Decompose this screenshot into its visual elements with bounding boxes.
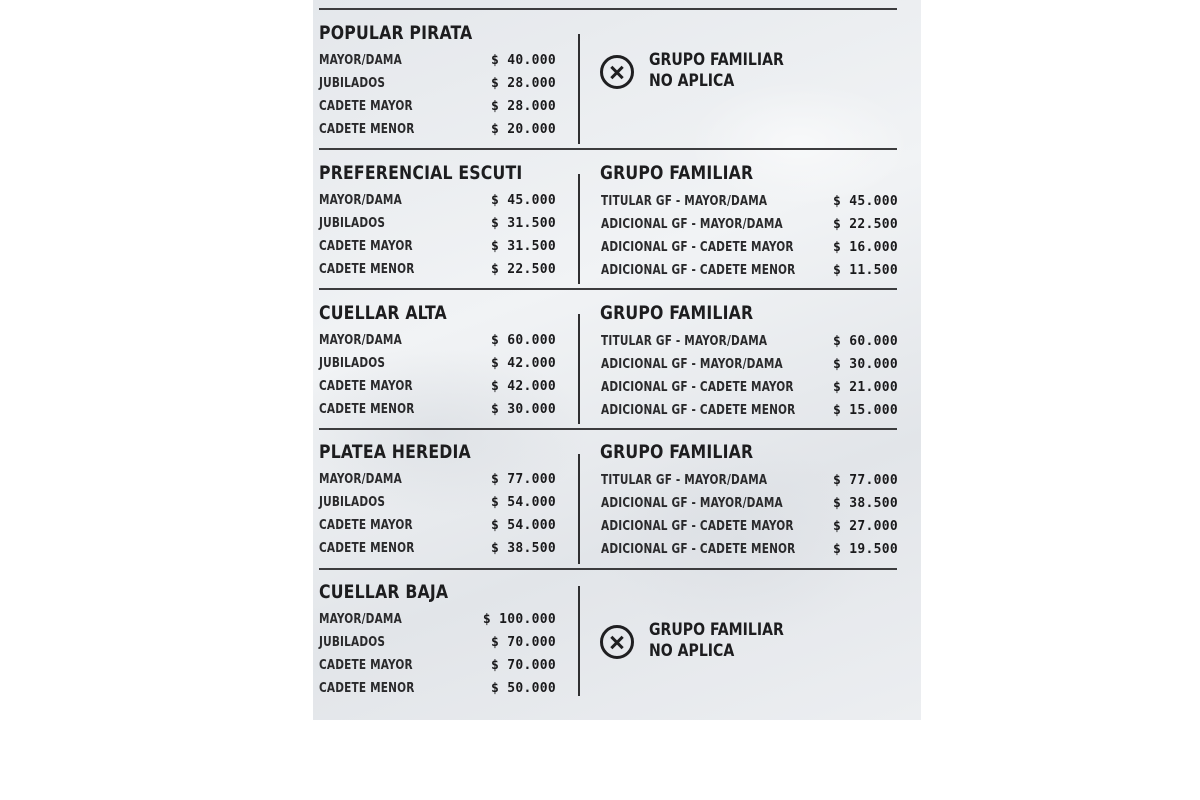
group-row-label: TITULAR GF - MAYOR/DAMA [601,473,768,488]
row-price: $ 22.500 [490,262,556,277]
row-label: CADETE MAYOR [319,239,413,254]
column-divider [578,454,580,564]
group-row [601,403,898,423]
row-label: JUBILADOS [319,76,386,91]
column-divider [578,174,580,284]
price-list-poster [313,0,921,720]
price-row [319,122,556,142]
row-label: MAYOR/DAMA [319,333,402,348]
close-circle-icon [600,625,634,659]
close-circle-icon [600,55,634,89]
section-popular-pirata [313,10,921,150]
row-label: MAYOR/DAMA [319,193,402,208]
row-label: CADETE MENOR [319,541,415,556]
column-divider [578,586,580,696]
group-row [601,334,898,354]
row-label: JUBILADOS [319,635,386,650]
group-not-applicable [600,50,820,100]
price-row [319,402,556,422]
group-row-label: ADICIONAL GF - MAYOR/DAMA [601,357,783,372]
price-row [319,239,556,259]
row-label: JUBILADOS [319,216,386,231]
row-price: $ 30.000 [490,402,556,417]
section-title: CUELLAR ALTA [319,302,447,324]
row-price: $ 70.000 [490,635,556,650]
section-cuellar-alta [313,290,921,430]
column-divider [578,34,580,144]
group-row-label: ADICIONAL GF - MAYOR/DAMA [601,217,783,232]
price-row [319,495,556,515]
group-row-price: $ 11.500 [832,263,898,278]
row-price: $ 45.000 [490,193,556,208]
group-row-label: ADICIONAL GF - CADETE MENOR [601,542,796,557]
row-price: $ 100.000 [482,612,556,627]
group-title: GRUPO FAMILIAR [600,441,754,463]
group-row-price: $ 45.000 [832,194,898,209]
price-row [319,53,556,73]
price-row [319,193,556,213]
price-row [319,76,556,96]
group-row-label: ADICIONAL GF - CADETE MAYOR [601,380,794,395]
price-row [319,379,556,399]
section-preferencial-escuti [313,150,921,290]
group-row-label: ADICIONAL GF - CADETE MENOR [601,263,796,278]
price-row [319,356,556,376]
group-row-price: $ 27.000 [832,519,898,534]
row-label: CADETE MENOR [319,681,415,696]
group-na-line1: GRUPO FAMILIAR [649,50,784,70]
row-price: $ 31.500 [490,216,556,231]
group-row [601,519,898,539]
price-row [319,541,556,561]
group-na-line1: GRUPO FAMILIAR [649,620,784,640]
row-label: CADETE MAYOR [319,99,413,114]
row-price: $ 38.500 [490,541,556,556]
group-row [601,357,898,377]
group-row-label: ADICIONAL GF - MAYOR/DAMA [601,496,783,511]
group-row-price: $ 16.000 [832,240,898,255]
row-label: MAYOR/DAMA [319,612,402,627]
group-row [601,380,898,400]
group-row-price: $ 19.500 [832,542,898,557]
price-row [319,99,556,119]
section-platea-heredia [313,430,921,570]
column-divider [578,314,580,424]
row-label: MAYOR/DAMA [319,53,402,68]
group-title: GRUPO FAMILIAR [600,162,754,184]
group-row-price: $ 77.000 [832,473,898,488]
group-na-line2: NO APLICA [649,71,735,91]
group-row-label: ADICIONAL GF - CADETE MENOR [601,403,796,418]
row-label: CADETE MENOR [319,402,415,417]
group-na-text [649,620,784,662]
group-row-label: TITULAR GF - MAYOR/DAMA [601,334,768,349]
row-price: $ 40.000 [490,53,556,68]
group-row [601,473,898,493]
group-row-label: TITULAR GF - MAYOR/DAMA [601,194,768,209]
row-price: $ 20.000 [490,122,556,137]
section-title: CUELLAR BAJA [319,581,449,603]
row-price: $ 50.000 [490,681,556,696]
row-label: CADETE MENOR [319,122,415,137]
section-title: PLATEA HEREDIA [319,441,471,463]
section-title: PREFERENCIAL ESCUTI [319,162,523,184]
group-row-price: $ 22.500 [832,217,898,232]
group-row [601,194,898,214]
row-price: $ 77.000 [490,472,556,487]
row-label: JUBILADOS [319,356,386,371]
group-title: GRUPO FAMILIAR [600,302,754,324]
row-label: CADETE MENOR [319,262,415,277]
group-row-price: $ 30.000 [832,357,898,372]
section-title: POPULAR PIRATA [319,22,473,44]
row-price: $ 42.000 [490,379,556,394]
row-label: CADETE MAYOR [319,658,413,673]
group-na-line2: NO APLICA [649,641,735,661]
row-price: $ 54.000 [490,518,556,533]
price-row [319,612,556,632]
group-not-applicable [600,620,820,670]
price-row [319,262,556,282]
group-row-label: ADICIONAL GF - CADETE MAYOR [601,519,794,534]
price-row [319,681,556,701]
price-row [319,216,556,236]
group-na-text [649,50,784,92]
group-row-price: $ 60.000 [832,334,898,349]
group-row-label: ADICIONAL GF - CADETE MAYOR [601,240,794,255]
group-row-price: $ 21.000 [832,380,898,395]
row-label: CADETE MAYOR [319,518,413,533]
group-row [601,263,898,283]
group-row [601,240,898,260]
row-label: MAYOR/DAMA [319,472,402,487]
price-row [319,658,556,678]
price-row [319,635,556,655]
row-label: CADETE MAYOR [319,379,413,394]
row-price: $ 42.000 [490,356,556,371]
row-label: JUBILADOS [319,495,386,510]
row-price: $ 70.000 [490,658,556,673]
group-row-price: $ 15.000 [832,403,898,418]
row-price: $ 60.000 [490,333,556,348]
group-row [601,496,898,516]
group-row-price: $ 38.500 [832,496,898,511]
row-price: $ 54.000 [490,495,556,510]
price-row [319,472,556,492]
row-price: $ 31.500 [490,239,556,254]
price-row [319,518,556,538]
group-row [601,217,898,237]
group-row [601,542,898,562]
row-price: $ 28.000 [490,76,556,91]
price-row [319,333,556,353]
section-cuellar-baja [313,570,921,700]
row-price: $ 28.000 [490,99,556,114]
